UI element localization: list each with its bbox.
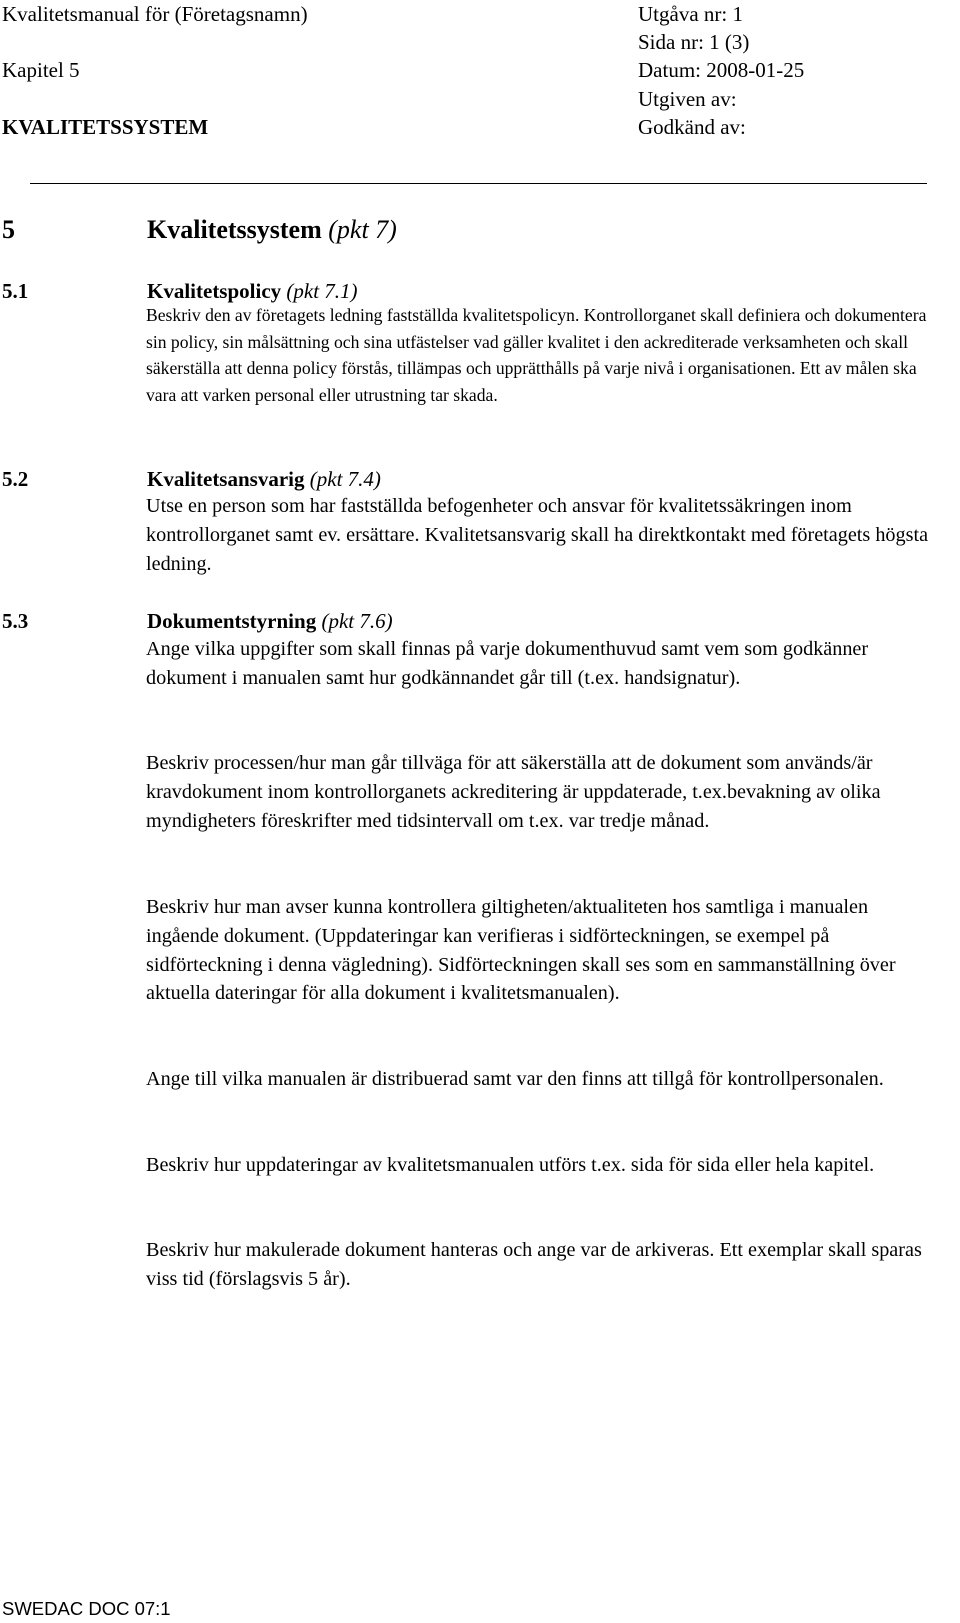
header-issued-by: Utgiven av: <box>638 87 737 111</box>
paragraph-5-3-6: Beskriv hur makulerade dokument hanteras och ange var de arkiveras. Ett exemplar skall sparas viss tid (förslagsvis 5 år). <box>146 1239 922 1290</box>
subsection-title: Dokumentstyrning <box>147 609 317 633</box>
paragraph-5-3-2: Beskriv processen/hur man går tillväga för att säkerställa att de dokument som används/är kravdokument inom kontrollorganets ackreditering är uppdaterade, t.ex.bevakning av olika myndigheters föreskrifter med tidsintervall om t.ex. var tredje månad. <box>146 752 881 832</box>
subsection-title: Kvalitetspolicy <box>147 279 282 303</box>
section-number: 5 <box>2 215 15 244</box>
subsection-ref: (pkt 7.6) <box>321 609 393 633</box>
header-edition: Utgåva nr: 1 <box>638 2 743 26</box>
header-system: KVALITETSSYSTEM <box>2 115 209 139</box>
paragraph-5-1: Beskriv den av företagets ledning fastställda kvalitetspolicyn. Kontrollorganet skall definiera och dokumentera sin policy, sin målsättning och sina utfästelser vad gäller kvalitet i den ackrediterade verksamheten och skall säkerställa att denna policy förstås, tillämpas och upprätthålls på varje nivå i organisationen. Ett av målen ska vara att varken personal eller utrustning tar skada. <box>146 305 927 405</box>
header-company: Kvalitetsmanual för (Företagsnamn) <box>2 2 308 26</box>
section-ref: (pkt 7) <box>328 215 397 244</box>
subsection-title-wrap <box>147 467 381 492</box>
header-divider <box>30 183 927 184</box>
header-chapter: Kapitel 5 <box>2 58 80 82</box>
header-date: Datum: 2008-01-25 <box>638 58 805 82</box>
subsection-title-wrap <box>147 609 393 634</box>
subsection-number: 5.2 <box>2 467 29 491</box>
subsection-title: Kvalitetsansvarig <box>147 467 305 491</box>
paragraph-5-3-3: Beskriv hur man avser kunna kontrollera giltigheten/aktualiteten hos samtliga i manualen ingående dokument. (Uppdateringar kan verifieras i sidförteckningen, se exempel på sidförteckning i denna vägledning). Sidförteckningen skall ses som en sammanställning över aktuella dateringar för alla dokument i kvalitetsmanualen). <box>146 896 896 1005</box>
paragraph-5-3-5: Beskriv hur uppdateringar av kvalitetsmanualen utförs t.ex. sida för sida eller hela kapitel. <box>146 1154 875 1176</box>
subsection-title-wrap <box>147 279 358 304</box>
section-title-wrap <box>147 215 397 245</box>
header-approved-by: Godkänd av: <box>638 115 746 139</box>
paragraph-5-2: Utse en person som har fastställda befogenheter och ansvar för kvalitetssäkringen inom kontrollorganet samt ev. ersättare. Kvalitetsansvarig skall ha direktkontakt med företagets högsta ledning. <box>146 495 929 575</box>
header-page-number: Sida nr: 1 (3) <box>638 30 750 54</box>
subsection-number: 5.3 <box>2 609 29 633</box>
subsection-ref: (pkt 7.1) <box>286 279 358 303</box>
footer-doc-id: SWEDAC DOC 07:1 <box>2 1598 171 1619</box>
paragraph-5-3-1: Ange vilka uppgifter som skall finnas på varje dokumenthuvud samt vem som godkänner dokument i manualen samt hur godkännandet går till (t.ex. handsignatur). <box>146 638 869 689</box>
subsection-number: 5.1 <box>2 279 29 303</box>
subsection-ref: (pkt 7.4) <box>309 467 381 491</box>
section-title: Kvalitetssystem <box>147 215 322 244</box>
paragraph-5-3-4: Ange till vilka manualen är distribuerad samt var den finns att tillgå för kontrollpersonalen. <box>146 1068 884 1090</box>
